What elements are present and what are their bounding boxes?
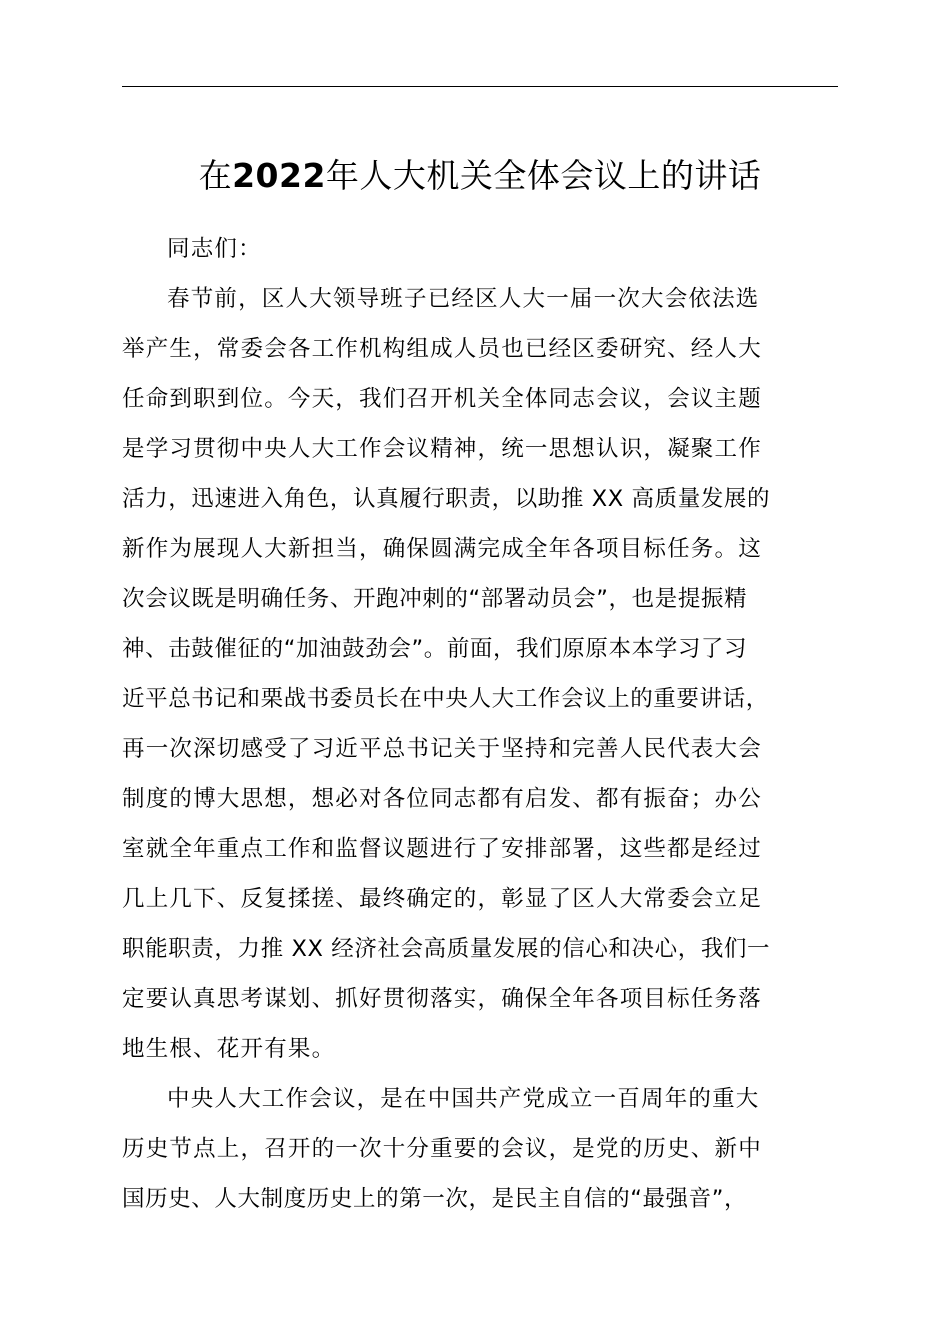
paragraph-line: 近平总书记和栗战书委员长在中央人大工作会议上的重要讲话， xyxy=(122,686,769,712)
paragraph-line: 职能职责，力推 XX 经济社会高质量发展的信心和决心，我们一 xyxy=(122,936,771,962)
paragraph-2 xyxy=(122,1074,838,1224)
title-prefix: 在 xyxy=(198,156,233,195)
paragraph-line: 活力，迅速进入角色，认真履行职责，以助推 XX 高质量发展的 xyxy=(122,486,771,512)
paragraph-line: 地生根、花开有果。 xyxy=(122,1036,336,1062)
document-body xyxy=(122,224,838,1224)
paragraph-line: 春节前，区人大领导班子已经区人大一届一次大会依法选 xyxy=(167,286,760,312)
paragraph-line: 任命到职到位。今天，我们召开机关全体同志会议，会议主题 xyxy=(122,386,762,412)
paragraph-line: 制度的博大思想，想必对各位同志都有启发、都有振奋；办公 xyxy=(122,786,762,812)
document-title xyxy=(122,148,838,204)
paragraph-line: 中央人大工作会议，是在中国共产党成立一百周年的重大 xyxy=(167,1086,760,1112)
paragraph-line: 再一次深切感受了习近平总书记关于坚持和完善人民代表大会 xyxy=(122,736,762,762)
paragraph-1 xyxy=(122,274,838,1074)
paragraph-line: 是学习贯彻中央人大工作会议精神，统一思想认识，凝聚工作 xyxy=(122,436,762,462)
paragraph-line: 室就全年重点工作和监督议题进行了安排部署，这些都是经过 xyxy=(122,836,762,862)
paragraph-line: 新作为展现人大新担当，确保圆满完成全年各项目标任务。这 xyxy=(122,536,762,562)
paragraph-line: 历史节点上，召开的一次十分重要的会议，是党的历史、新中 xyxy=(122,1136,762,1162)
title-suffix: 年人大机关全体会议上的讲话 xyxy=(325,156,762,195)
paragraph-line: 国历史、人大制度历史上的第一次，是民主自信的“最强音”， xyxy=(122,1186,748,1212)
paragraph-line: 定要认真思考谋划、抓好贯彻落实，确保全年各项目标任务落 xyxy=(122,986,762,1012)
paragraph-line: 举产生，常委会各工作机构组成人员也已经区委研究、经人大 xyxy=(122,336,762,362)
salutation xyxy=(122,224,838,274)
title-year: 2022 xyxy=(232,156,326,195)
paragraph-line: 次会议既是明确任务、开跑冲刺的“部署动员会”，也是提振精 xyxy=(122,586,748,612)
paragraph-line: 神、击鼓催征的“加油鼓劲会”。前面，我们原原本本学习了习 xyxy=(122,636,748,662)
header-rule xyxy=(122,86,838,87)
paragraph-line: 几上几下、反复揉搓、最终确定的，彰显了区人大常委会立足 xyxy=(122,886,762,912)
salutation-line: 同志们： xyxy=(167,236,262,262)
